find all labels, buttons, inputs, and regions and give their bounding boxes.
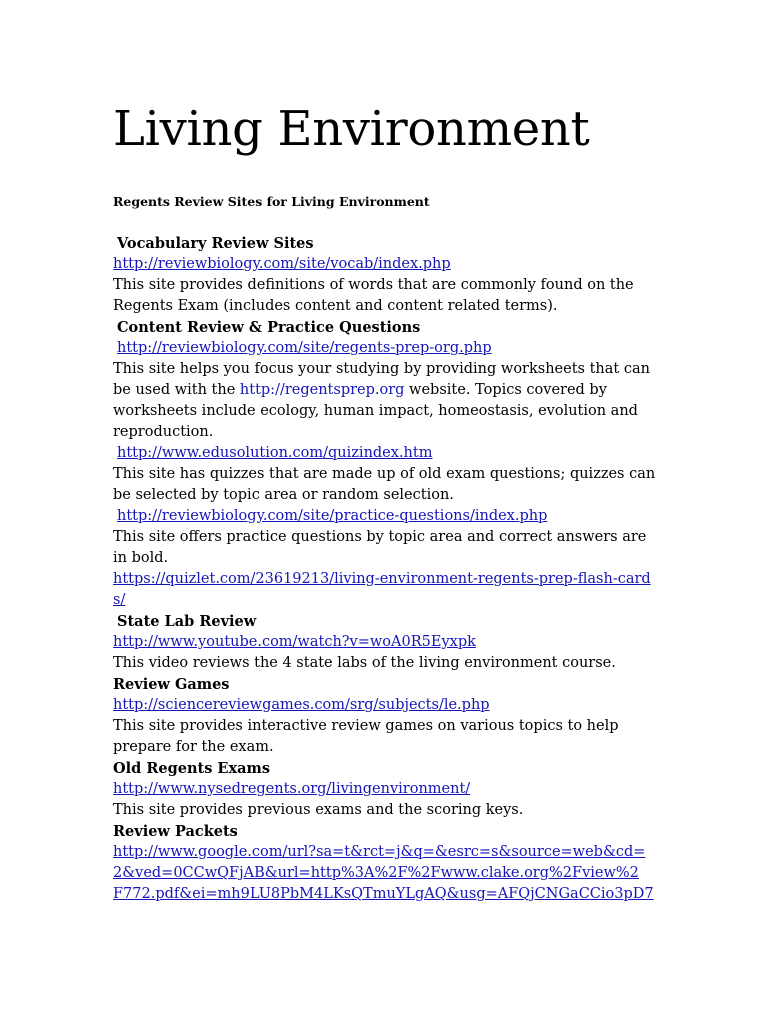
section-heading-old-exams: Old Regents Exams [113, 760, 271, 777]
vocab-description: This site provides definitions of words that are commonly found on the Regents Exam (includes content and content related terms). [113, 277, 634, 314]
review-packets-link[interactable] [113, 842, 658, 905]
practice-questions-description: This site offers practice questions by topic area and correct answers are in bold. [113, 529, 647, 566]
document-body [113, 233, 658, 905]
edusolution-description: This site has quizzes that are made up of old exam questions; quizzes can be selected by topic area or random selection. [113, 466, 656, 503]
regentsprep-inline-link[interactable]: http://regentsprep.org [239, 382, 405, 398]
section-heading-state-lab: State Lab Review [117, 613, 257, 630]
review-games-link[interactable]: http://sciencereviewgames.com/srg/subjects/le.php [113, 697, 490, 713]
regents-prep-desc-after: website. Topics covered by worksheets include ecology, human impact, homeostasis, evolution and reproduction. [113, 382, 638, 440]
review-packets-link-line-2[interactable]: 2&ved=0CCwQFjAB&url=http%3A%2F%2Fwww.clake.org%2Fview%2 [113, 865, 639, 881]
section-heading-vocabulary: Vocabulary Review Sites [117, 235, 314, 252]
regents-prep-desc-before: This site helps you focus your studying by providing worksheets that can be used with the [113, 361, 650, 398]
section-heading-review-packets: Review Packets [113, 823, 238, 840]
youtube-link[interactable]: http://www.youtube.com/watch?v=woA0R5Eyxpk [113, 634, 476, 650]
regents-prep-org-link[interactable]: http://reviewbiology.com/site/regents-prep-org.php [117, 340, 492, 356]
review-games-description: This site provides interactive review games on various topics to help prepare for the exam. [113, 718, 619, 755]
document-subtitle: Regents Review Sites for Living Environment [113, 194, 430, 209]
state-lab-description: This video reviews the 4 state labs of the living environment course. [113, 655, 616, 671]
vocab-link[interactable]: http://reviewbiology.com/site/vocab/index.php [113, 256, 451, 272]
quizlet-link[interactable]: https://quizlet.com/23619213/living-environment-regents-prep-flash-cards/ [113, 571, 651, 608]
document-title: Living Environment [113, 101, 590, 157]
section-heading-content-review: Content Review & Practice Questions [117, 319, 421, 336]
review-packets-link-line-3[interactable]: F772.pdf&ei=mh9LU8PbM4LKsQTmuYLgAQ&usg=AFQjCNGaCCio3pD7 [113, 886, 654, 902]
nysed-regents-link[interactable]: http://www.nysedregents.org/livingenvironment/ [113, 781, 471, 797]
review-packets-link-line-1[interactable]: http://www.google.com/url?sa=t&rct=j&q=&esrc=s&source=web&cd= [113, 844, 646, 860]
old-exams-description: This site provides previous exams and the scoring keys. [113, 802, 524, 818]
practice-questions-link[interactable]: http://reviewbiology.com/site/practice-questions/index.php [117, 508, 548, 524]
regents-prep-description [113, 359, 658, 443]
edusolution-link[interactable]: http://www.edusolution.com/quizindex.htm [117, 445, 433, 461]
section-heading-review-games: Review Games [113, 676, 230, 693]
